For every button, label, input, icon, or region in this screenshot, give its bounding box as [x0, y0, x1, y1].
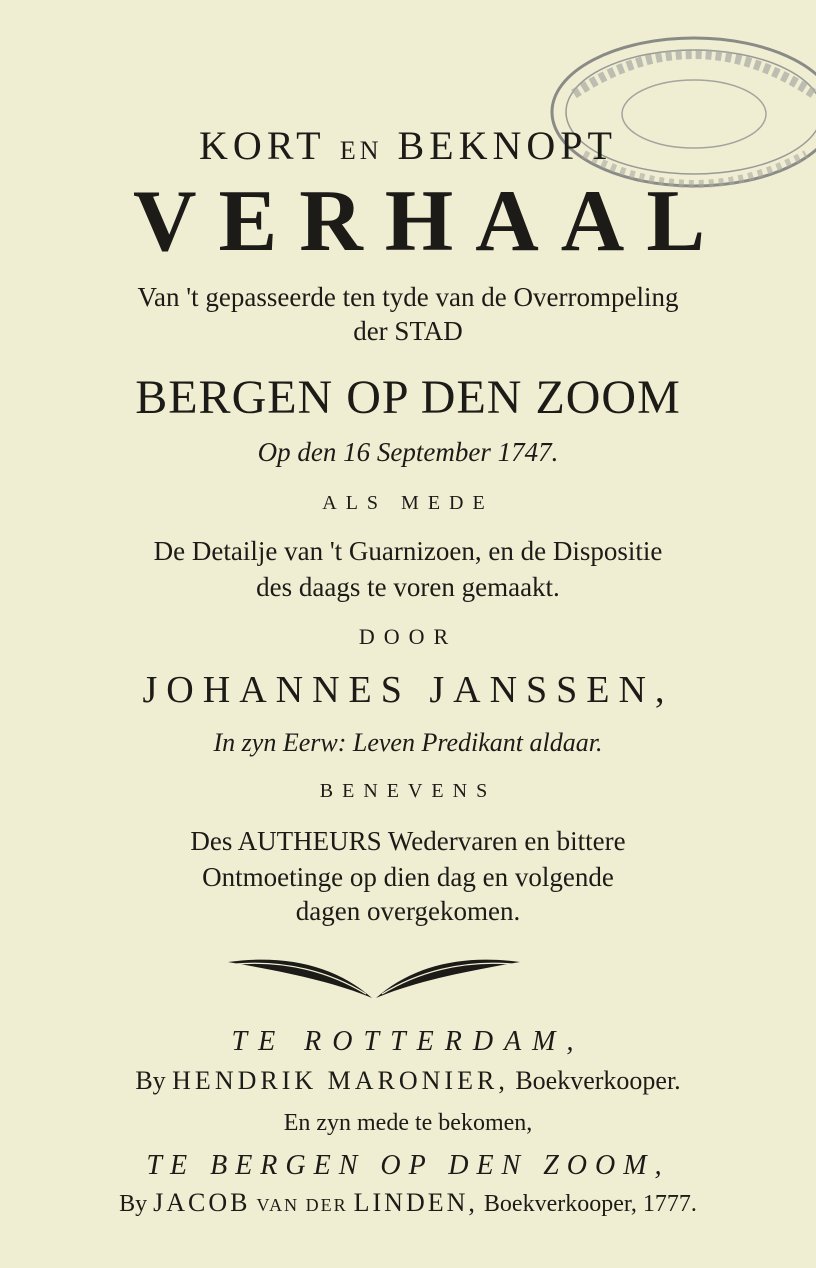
- imprint-printer-1: By HENDRIK MARONIER, Boekverkooper.: [135, 1066, 681, 1095]
- subtitle-line-2: der STAD: [353, 316, 463, 346]
- date-line: Op den 16 September 1747.: [257, 437, 559, 467]
- imprint-also-available: En zyn mede te bekomen,: [283, 1110, 533, 1136]
- benevens-heading: BENEVENS: [319, 780, 497, 802]
- imprint-printer-2: By JACOB VAN DER LINDEN, Boekverkooper, 1777.: [119, 1188, 697, 1217]
- title-verhaal: VERHAAL: [132, 173, 728, 270]
- subtitle-line-1: Van 't gepasseerde ten tyde van de Overrompeling: [137, 282, 679, 312]
- benevens-line-1: Des AUTHEURS Wedervaren en bittere: [190, 826, 626, 856]
- imprint-place-bergen: TE BERGEN OP DEN ZOOM,: [146, 1150, 670, 1181]
- benevens-line-2: Ontmoetinge op dien dag en volgende: [202, 862, 614, 892]
- als-mede-heading: ALS MEDE: [322, 492, 494, 514]
- feather-ornament-icon: [226, 952, 522, 1004]
- imprint-place-rotterdam: TE ROTTERDAM,: [231, 1026, 585, 1057]
- als-mede-line-2: des daags te voren gemaakt.: [256, 572, 560, 602]
- benevens-line-3: dagen overgekomen.: [295, 896, 521, 926]
- author-role: In zyn Eerw: Leven Predikant aldaar.: [213, 728, 603, 757]
- author-name: JOHANNES JANSSEN,: [142, 669, 674, 711]
- als-mede-line-1: De Detailje van 't Guarnizoen, en de Dispositie: [153, 536, 663, 566]
- title-line-kort-en-beknopt: KORT EN BEKNOPT: [199, 123, 617, 168]
- city-name: BERGEN OP DEN ZOOM: [135, 371, 681, 424]
- door-heading: DOOR: [358, 624, 458, 649]
